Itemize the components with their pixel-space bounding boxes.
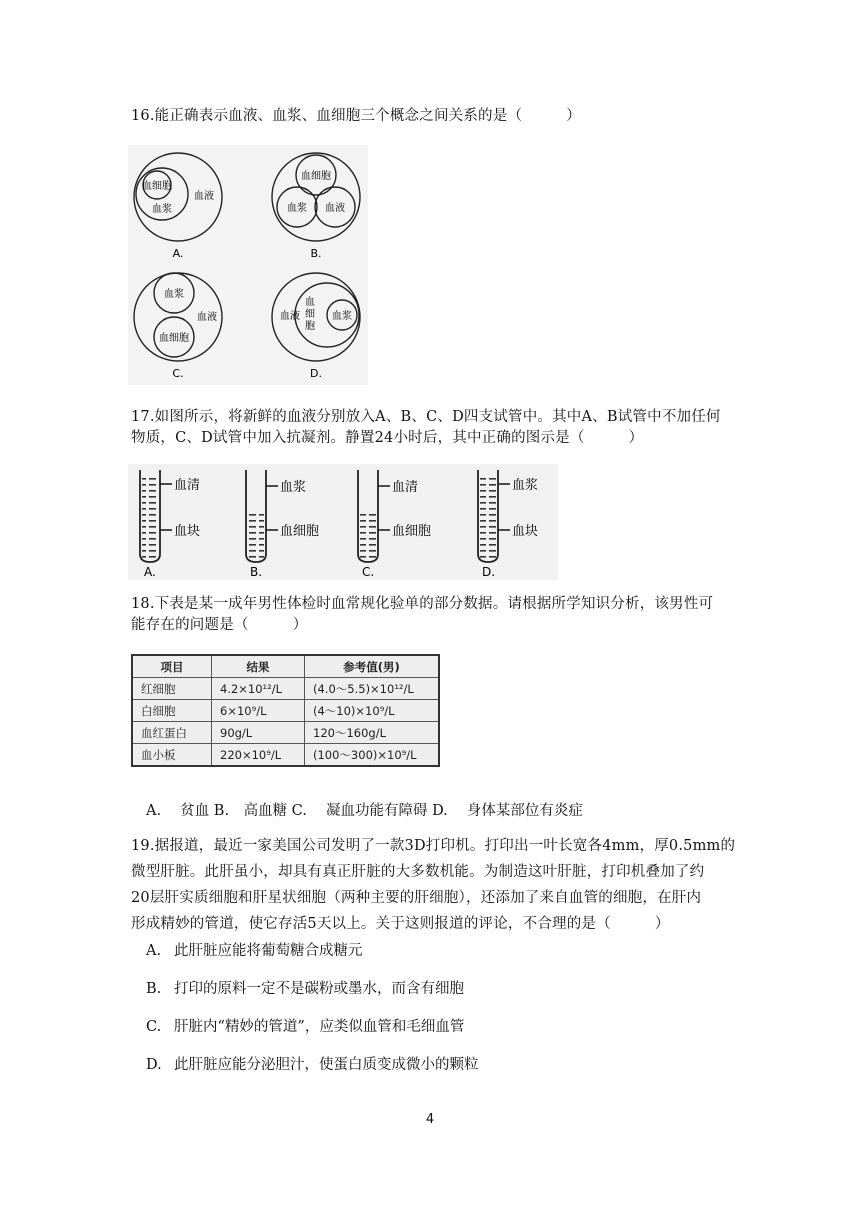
blood-test-table: [131, 654, 440, 767]
table-cell: 血红蛋白: [132, 722, 212, 744]
q16-c-right: 血液: [197, 312, 217, 323]
q16-d-middle-1: 血: [305, 297, 315, 308]
table-header-row: [132, 655, 439, 678]
q16-d-label: D.: [310, 367, 322, 380]
q17-a-label: A.: [144, 565, 156, 579]
option-text: 肝脏内“精妙的管道”，应类似血管和毛细血管: [174, 1019, 465, 1035]
q17-stem-line2: 物质，C、D试管中加入抗凝剂。静置24小时后，其中正确的图示是（ ）: [131, 430, 644, 446]
table-cell: 4.2×10¹²/L: [212, 678, 305, 700]
table-cell: 血小板: [132, 744, 212, 767]
table-cell: (4.0～5.5)×10¹²/L: [305, 678, 440, 700]
q19-option-b: [146, 978, 464, 1000]
q16-d-right: 血浆: [332, 311, 352, 322]
option-text: 此肝脏应能分泌胆汁，使蛋白质变成微小的颗粒: [174, 1057, 479, 1073]
table-cell: 白细胞: [132, 700, 212, 722]
q16-a-outer: 血液: [194, 191, 214, 202]
q19-option-d: [146, 1054, 479, 1076]
q17-tube-d: [478, 470, 538, 579]
q18-stem-line2: 能存在的问题是（ ）: [131, 617, 308, 633]
q16-stem: 16.能正确表示血液、血浆、血细胞三个概念之间关系的是（ ）: [131, 108, 581, 124]
option-text: 打印的原料一定不是碳粉或墨水，而含有细胞: [174, 981, 464, 997]
q17-d-top: 血浆: [512, 478, 539, 493]
option-letter: D.: [146, 1057, 162, 1073]
q16-option-b-diagram: [272, 153, 360, 260]
q17-stem-line1: 17.如图所示，将新鲜的血液分别放入A、B、C、D四支试管中。其中A、B试管中不加任何: [131, 409, 721, 425]
q16-b-label: B.: [310, 247, 322, 260]
q16-option-a-diagram: [134, 153, 222, 260]
q16-d-middle-3: 胞: [305, 321, 315, 332]
option-letter: A.: [146, 943, 162, 959]
table-header-item: 项目: [132, 655, 212, 678]
q16-c-label: C.: [172, 367, 184, 380]
q18-stem-line1: 18.下表是某一成年男性体检时血常规化验单的部分数据。请根据所学知识分析，该男性可: [131, 596, 714, 612]
option-letter: B.: [146, 981, 162, 997]
table-row: [132, 744, 439, 767]
option-text: 此肝脏应能将葡萄糖合成糖元: [174, 943, 363, 959]
q16-b-right: 血液: [325, 203, 345, 214]
q17-a-bottom: 血块: [174, 524, 201, 539]
q17-tube-b: [246, 470, 319, 579]
q16-figure: [128, 145, 368, 389]
q19-stem-line4: 形成精妙的管道，使它存活5天以上。关于这则报道的评论，不合理的是（ ）: [131, 916, 670, 932]
table-header-reference: 参考值(男): [305, 655, 440, 678]
table-cell: 90g/L: [212, 722, 305, 744]
table-row: [132, 678, 439, 700]
q17-tube-a: [140, 470, 200, 579]
table-cell: 220×10⁹/L: [212, 744, 305, 767]
table-cell: 120～160g/L: [305, 722, 440, 744]
q19-stem-line1: 19.据报道，最近一家美国公司发明了一款3D打印机。打印出一叶长宽各4mm，厚0.5mm的: [131, 838, 736, 854]
q16-option-d-diagram: [272, 273, 360, 380]
q16-c-top: 血浆: [164, 289, 184, 300]
option-letter: C.: [146, 1019, 162, 1035]
q16-b-left: 血浆: [287, 203, 307, 214]
q19-stem-line3: 20层肝实质细胞和肝星状细胞（两种主要的肝细胞），还添加了来自血管的细胞，在肝内: [131, 890, 702, 906]
q19-option-c: [146, 1016, 464, 1038]
q19-option-a: [146, 940, 363, 962]
table-cell: 6×10⁹/L: [212, 700, 305, 722]
q17-c-bottom: 血细胞: [392, 524, 432, 539]
q19-stem-line2: 微型肝脏。此肝虽小，却具有真正肝脏的大多数机能。为制造这叶肝脏，打印机叠加了约: [131, 864, 705, 880]
q17-d-bottom: 血块: [512, 524, 539, 539]
q16-d-middle-2: 细: [305, 309, 315, 320]
q17-figure: [128, 464, 558, 584]
q16-b-top: 血细胞: [301, 171, 331, 182]
q17-b-label: B.: [250, 565, 263, 579]
q17-b-top: 血浆: [280, 480, 307, 495]
q17-c-top: 血清: [392, 480, 419, 495]
table-cell: 红细胞: [132, 678, 212, 700]
q17-tube-c: [358, 470, 431, 579]
q16-c-bottom: 血细胞: [159, 333, 189, 344]
q18-options: A. 贫血 B. 高血糖 C. 凝血功能有障碍 D. 身体某部位有炎症: [146, 803, 583, 819]
table-header-result: 结果: [212, 655, 305, 678]
q16-a-label: A.: [172, 247, 184, 260]
table-row: [132, 700, 439, 722]
table-cell: (4～10)×10⁹/L: [305, 700, 440, 722]
table-row: [132, 722, 439, 744]
q16-d-left: 血液: [280, 311, 300, 322]
q17-a-top: 血清: [174, 478, 201, 493]
q17-c-label: C.: [362, 565, 375, 579]
page-number: 4: [425, 1112, 435, 1127]
q16-a-inner1: 血细胞: [142, 181, 172, 192]
q17-b-bottom: 血细胞: [280, 524, 320, 539]
q17-d-label: D.: [482, 565, 496, 579]
q16-a-inner2: 血浆: [152, 204, 172, 215]
table-cell: (100～300)×10⁹/L: [305, 744, 440, 767]
q16-option-c-diagram: [134, 273, 222, 380]
